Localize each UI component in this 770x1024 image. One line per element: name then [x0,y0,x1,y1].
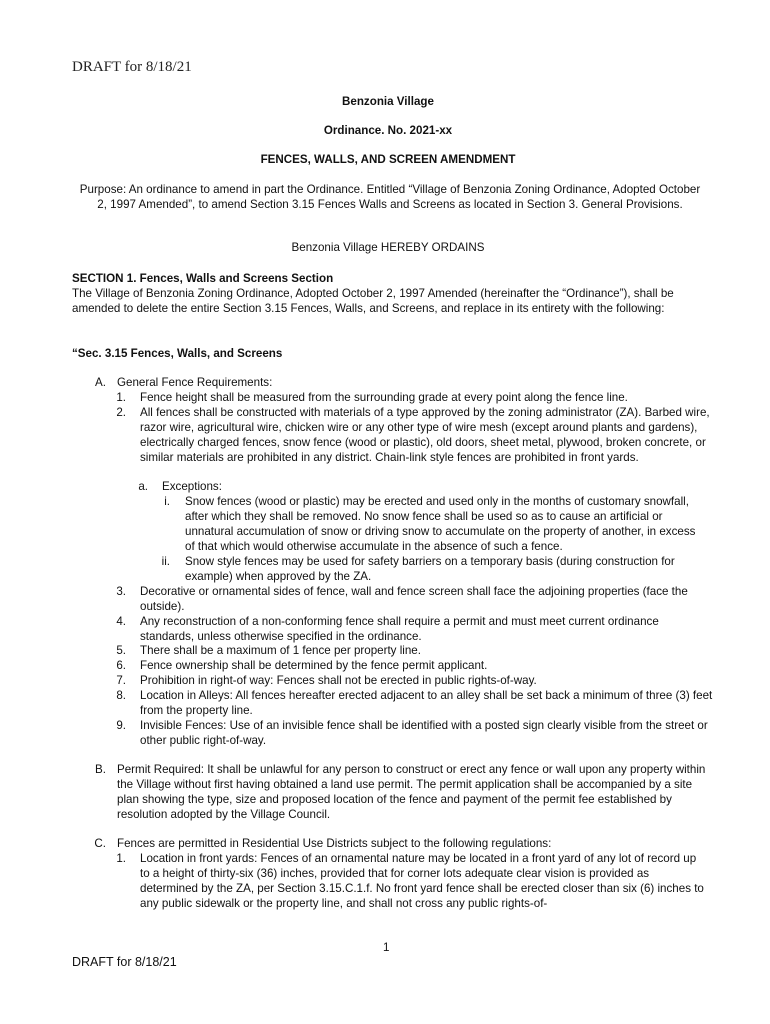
list-item: Location in front yards: Fences of an ornamental nature may be located in a front yard of any lot of record up to a height of thirty-six (36) inches, provided that for corner lots adequate clear vision is provided as determined by the ZA, per Section 3.15.C.1.f. No front yard fence shall be erected closer than six (6) inches to any public sidewalk or the property line, and shall not cross any public rights-of- [140,852,704,910]
list-item: Invisible Fences: Use of an invisible fence shall be identified with a posted sign clearly visible from the street or other public right-of-way. [140,719,708,747]
list-number: 1. [116,391,126,404]
list-item: Any reconstruction of a non-conforming fence shall require a permit and must meet current ordinance standards, unless otherwise specified in the ordinance. [140,615,659,643]
list-item: All fences shall be constructed with materials of a type approved by the zoning administrator (ZA). Barbed wire, razor wire, agricultural wire, chicken wire or any other type of wire mesh (except around plants and gardens), electrically charged fences, snow fence (wood or plastic), old doors, sheet metal, plywood, broken concrete, or similar materials are prohibited in any district. Chain-link style fences are prohibited in front yards. [140,406,710,464]
ordinance-number: Ordinance. No. 2021-xx [323,124,453,137]
list-number: 8. [116,689,126,702]
ordains-line: Benzonia Village HEREBY ORDAINS [291,241,485,254]
list-number: 2. [116,406,126,419]
list-item: Prohibition in right-of way: Fences shall not be erected in public rights-of-way. [140,674,537,687]
sublist-label: a. [138,480,148,493]
draft-footer: DRAFT for 8/18/21 [72,955,177,969]
list-item: Location in Alleys: All fences hereafter erected adjacent to an alley shall be set back a minimum of three (3) feet from the property line. [140,689,713,717]
partC-label: C. [94,837,106,850]
partA-label: A. [95,376,106,389]
list-number: 9. [116,719,126,732]
partA-heading: General Fence Requirements: [117,376,273,389]
list-item: Decorative or ornamental sides of fence, wall and fence screen shall face the adjoining properties (face the outside). [140,585,688,613]
sublist-number: ii. [161,555,170,568]
sec315-heading: “Sec. 3.15 Fences, Walls, and Screens [72,347,283,360]
list-item: Fence ownership shall be determined by the fence permit applicant. [140,659,488,672]
page-number: 1 [383,941,390,954]
list-number: 7. [116,674,126,687]
list-number: 3. [116,585,126,598]
list-number: 4. [116,615,126,628]
section1-heading: SECTION 1. Fences, Walls and Screens Section [72,272,334,285]
list-number: 6. [116,659,126,672]
draft-header: DRAFT for 8/18/21 [72,59,192,75]
list-item: Fence height shall be measured from the surrounding grade at every point along the fence line. [140,391,628,404]
sublist-item: Snow style fences may be used for safety barriers on a temporary basis (during construction for example) when approved by the ZA. [185,555,675,583]
partB-label: B. [95,763,106,776]
partC-heading: Fences are permitted in Residential Use Districts subject to the following regulations: [117,837,552,850]
village-title: Benzonia Village [342,95,434,108]
partB-paragraph: Permit Required: It shall be unlawful for any person to construct or erect any fence or wall upon any property within the Village without first having obtained a land use permit. The permit application shall be accompanied by a site plan showing the type, size and proposed location of the fence and payment of the permit fee established by resolution adopted by the Village Council. [117,763,706,821]
sublist-item: Snow fences (wood or plastic) may be erected and used only in the months of customary snowfall, after which they shall be removed. No snow fence shall be used so as to cause an artificial or unnatural accumulation of snow or driving snow to accumulate on the property of another, in excess of that which would otherwise accumulate in the absence of such a fence. [185,495,696,553]
list-number: 1. [116,852,126,865]
exceptions-heading: Exceptions: [162,480,222,493]
list-number: 5. [116,644,126,657]
list-item: There shall be a maximum of 1 fence per property line. [140,644,421,657]
purpose-paragraph: Purpose: An ordinance to amend in part the Ordinance. Entitled “Village of Benzonia Zoning Ordinance, Adopted October 2, 1997 Amended”, to amend Section 3.15 Fences Walls and Screens as located in Section 3. General Provisions. [79,183,701,211]
section1-body: The Village of Benzonia Zoning Ordinance, Adopted October 2, 1997 Amended (hereinafter the “Ordinance”), shall be amended to delete the entire Section 3.15 Fences, Walls, and Screens, and replace in its entirety with the following: [72,287,674,315]
amendment-title: FENCES, WALLS, AND SCREEN AMENDMENT [260,153,516,166]
sublist-number: i. [164,495,170,508]
